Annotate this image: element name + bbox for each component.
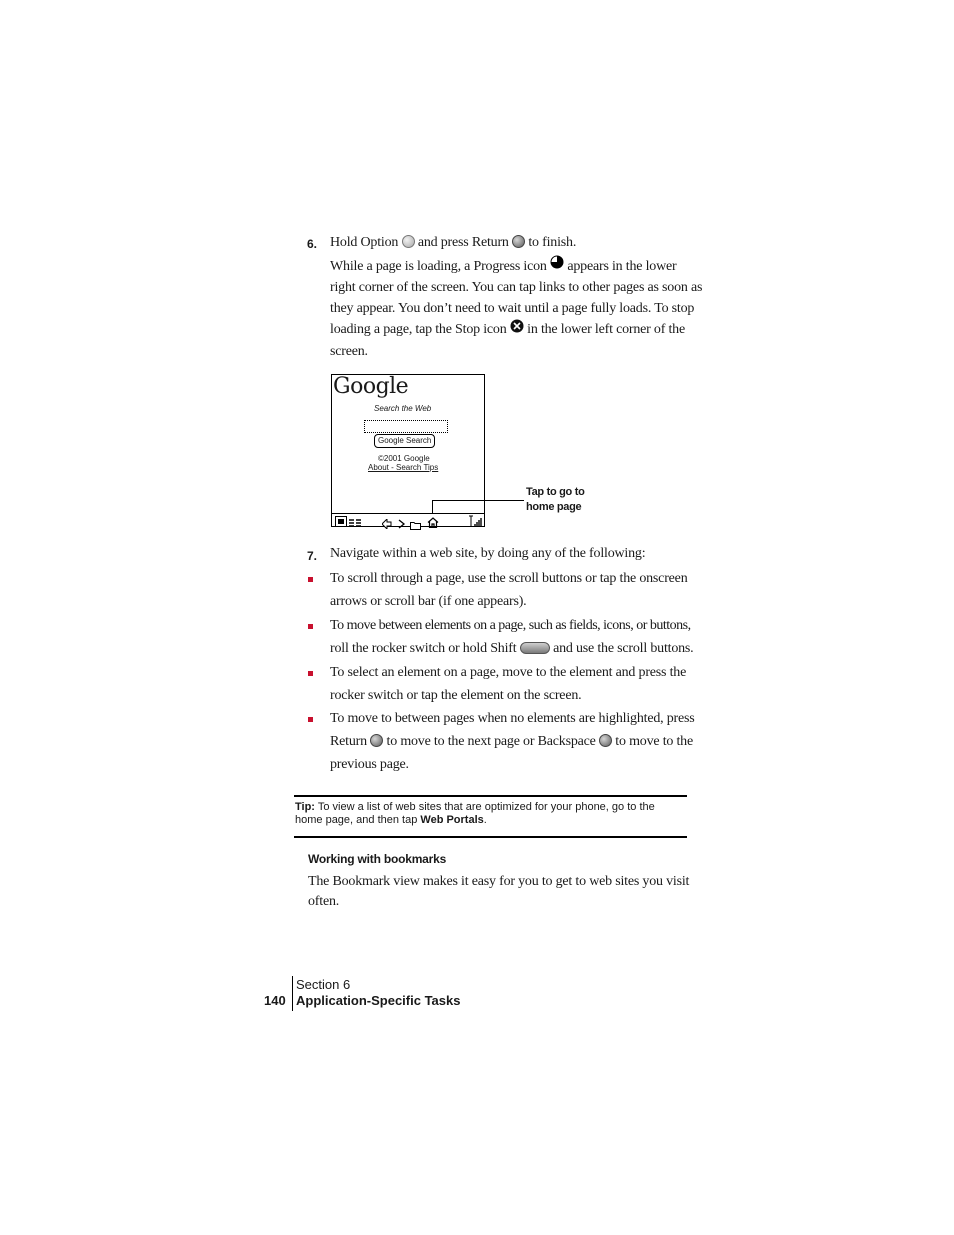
tip-label: Tip: [295, 801, 315, 813]
tip-text-2a: home page, and then tap [295, 814, 418, 826]
tip-line-1 [295, 801, 655, 814]
bullet-3-line-2: rocker switch or tap the element on the screen. [330, 688, 582, 703]
home-page-callout [526, 485, 585, 515]
step-6-paragraph [330, 256, 703, 362]
step-6-text-b: and press Return [417, 235, 509, 250]
copyright-text: ©2001 Google [378, 454, 430, 463]
bullet-4-text-b: to move to the next page or Backspace [386, 734, 596, 749]
step-6-para-text-b: appears in the lower [567, 259, 677, 274]
callout-leader-horizontal [432, 500, 524, 501]
home-icon[interactable] [427, 515, 439, 533]
bullet-3-line-1: To select an element on a page, move to the element and press the [330, 665, 687, 680]
bookmarks-line-2: often. [308, 894, 340, 909]
step-7-number: 7. [307, 549, 318, 563]
step-6-para-text-l4b: in the lower left corner of the [527, 322, 685, 338]
step-6-para-line-3: they appear. You don’t need to wait until a page fully loads. To stop [330, 301, 695, 317]
option-key-icon [402, 235, 415, 248]
back-arrow-icon[interactable] [382, 516, 392, 534]
browser-screenshot [331, 374, 485, 527]
bookmarks-line-1: The Bookmark view makes it easy for you to get to web sites you visit [308, 874, 690, 889]
search-tagline: Search the Web [374, 404, 432, 413]
bullet-2-text-b: and use the scroll buttons. [553, 641, 694, 656]
callout-line-1: Tap to go to [526, 486, 585, 498]
tip-bottom-rule [294, 836, 687, 838]
tip-text-1: To view a list of web sites that are optimized for your phone, go to the [317, 801, 655, 813]
bookmarks-paragraph [308, 872, 689, 912]
browser-toolbar [332, 513, 484, 527]
step-6-line-1 [330, 235, 576, 251]
search-input[interactable] [364, 420, 448, 433]
footer-rule [292, 976, 293, 1011]
bullet-1-text [330, 567, 688, 613]
callout-line-2: home page [526, 501, 582, 513]
tip-text-2c: . [483, 814, 487, 826]
about-search-tips-links[interactable]: About - Search Tips [368, 463, 439, 472]
bullet-3-text [330, 661, 686, 707]
bookmarks-heading: Working with bookmarks [308, 852, 447, 866]
bullet-2-text [330, 614, 693, 660]
footer-section: Section 6 [296, 977, 351, 992]
bullet-4-text-a: Return [330, 734, 367, 749]
bullet-2-text-a: roll the rocker switch or hold Shift [330, 641, 517, 656]
step-6-para-line-2: right corner of the screen. You can tap links to other pages as soon as [330, 280, 703, 296]
progress-icon [550, 255, 564, 276]
tip-line-2 [295, 814, 655, 827]
step-6-para-line-4 [330, 319, 700, 340]
step-7-intro: Navigate within a web site, by doing any of the following: [330, 546, 646, 561]
google-logo: Google [333, 374, 409, 399]
callout-leader-vertical [432, 500, 433, 514]
bullet-4-line-3: previous page. [330, 757, 409, 772]
backspace-key-icon [599, 734, 612, 747]
page-view-icon[interactable] [335, 516, 347, 527]
bullet-2-marker [308, 624, 313, 629]
forward-chevron-icon[interactable] [398, 516, 406, 534]
tip-web-portals: Web Portals [420, 814, 484, 826]
bullet-4-line-1: To move to between pages when no elements are highlighted, press [330, 711, 695, 726]
tip-box [295, 801, 655, 827]
bullet-1-line-1: To scroll through a page, use the scroll buttons or tap the onscreen [330, 571, 688, 586]
tip-top-rule [294, 795, 687, 797]
stop-icon [510, 319, 524, 340]
bullet-1-marker [308, 577, 313, 582]
bullet-2-line-1: To move between elements on a page, such as fields, icons, or buttons, [330, 618, 691, 633]
step-6-text-c: to finish. [528, 235, 577, 250]
return-key-icon [370, 734, 383, 747]
google-search-button[interactable]: Google Search [374, 434, 435, 448]
signal-strength-icon [468, 514, 482, 532]
step-6-para-text-a: While a page is loading, a Progress icon [330, 259, 547, 274]
bullet-1-line-2: arrows or scroll bar (if one appears). [330, 594, 527, 609]
bullet-3-marker [308, 671, 313, 676]
step-6-para-text-l4a: loading a page, tap the Stop icon [330, 322, 507, 338]
step-6-para-line-1 [330, 256, 700, 277]
bullet-4-marker [308, 717, 313, 722]
bullet-2-line-2 [330, 637, 693, 660]
shift-key-icon [520, 642, 550, 654]
step-6-text-a: Hold Option [330, 235, 399, 250]
return-key-icon [512, 235, 525, 248]
footer-title: Application-Specific Tasks [296, 993, 461, 1008]
step-6-number: 6. [307, 237, 318, 251]
bullet-4-text [330, 707, 695, 776]
step-6-para-line-5: screen. [330, 343, 368, 359]
footer-page-number: 140 [264, 993, 286, 1008]
bullet-4-text-c: to move to the [615, 734, 693, 749]
folder-icon[interactable] [410, 517, 421, 535]
list-view-icon[interactable] [349, 516, 361, 526]
bullet-4-line-2 [330, 730, 695, 753]
